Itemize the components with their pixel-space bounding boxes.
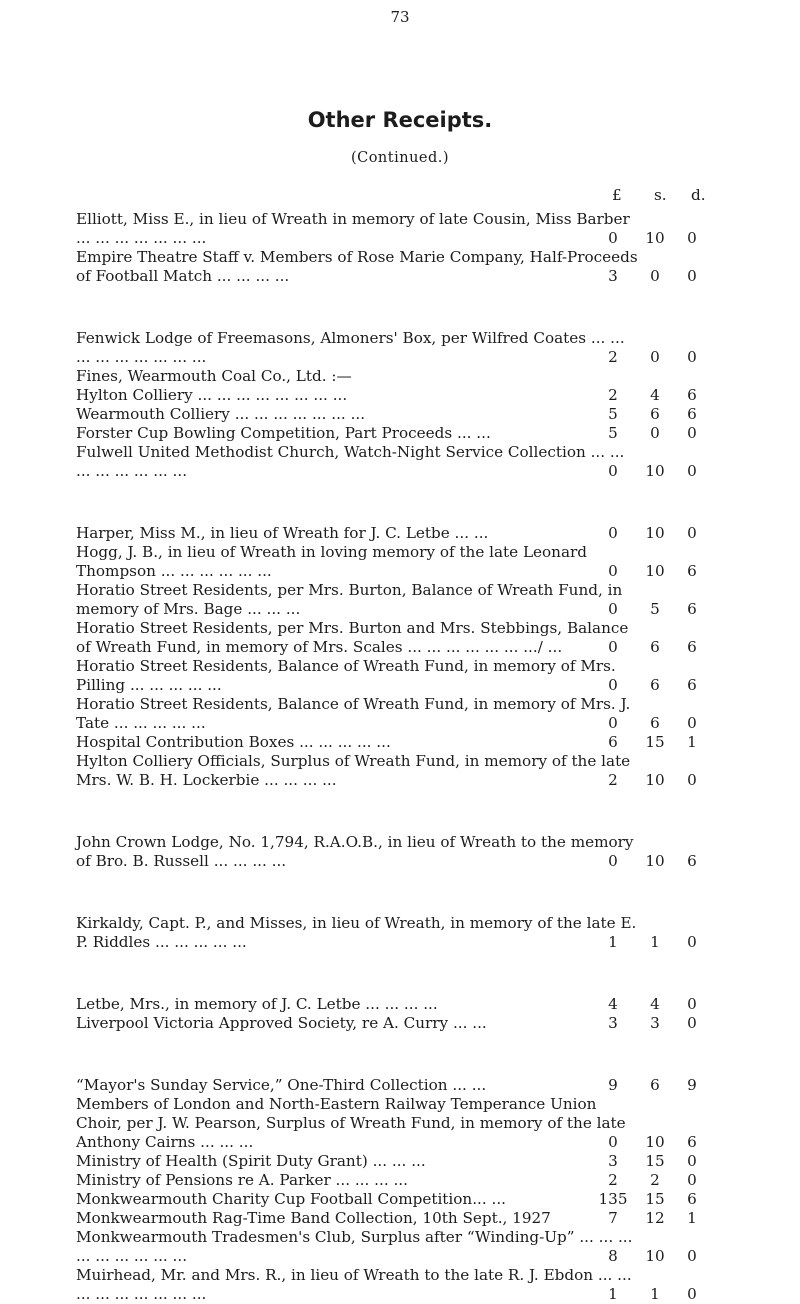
amount-pence: 1 [687, 1209, 697, 1227]
amount-pence: 1 [687, 733, 697, 751]
amount-pounds: 2 [608, 348, 618, 366]
shillings-header: s. [654, 186, 667, 204]
amount-pounds: 3 [608, 267, 618, 285]
entry-description: Muirhead, Mr. and Mrs. R., in lieu of Wreath to the late R. J. Ebdon ... ... ... ... ... ... ... ... ... [76, 1266, 632, 1303]
entry-description: Elliott, Miss E., in lieu of Wreath in memory of late Cousin, Miss Barber ... ... ... ... ... ... ... [76, 210, 630, 247]
entry-description: Fulwell United Methodist Church, Watch-Night Service Collection ... ... ... ... ... ... ... ... [76, 443, 625, 480]
entry-description: Empire Theatre Staff v. Members of Rose Marie Company, Half-Proceeds of Football Match ... ... ... ... [76, 248, 638, 285]
amount-pence: 6 [687, 1133, 697, 1151]
entry-description: John Crown Lodge, No. 1,794, R.A.O.B., in lieu of Wreath to the memory of Bro. B. Russell ... ... ... ... [76, 833, 634, 870]
amount-shillings [638, 367, 672, 386]
amount-pounds: 2 [608, 771, 618, 789]
receipt-entry [0, 657, 800, 695]
amount-shillings: 12 [645, 1209, 665, 1227]
page-subtitle: (Continued.) [350, 150, 450, 166]
receipt-entry [0, 386, 800, 405]
entry-description: Wearmouth Colliery ... ... ... ... ... ... ... [76, 405, 366, 423]
amount-shillings: 6 [650, 714, 660, 732]
receipt-entry [0, 1190, 800, 1209]
receipt-entry [0, 424, 800, 443]
amount-pence: 0 [687, 424, 697, 442]
amount-pounds: 0 [608, 229, 618, 247]
entry-description: Horatio Street Residents, Balance of Wreath Fund, in memory of Mrs. J. Tate ... ... ... ... ... [76, 695, 631, 732]
entry-description: Ministry of Health (Spirit Duty Grant) ... ... ... [76, 1152, 426, 1170]
entry-group [0, 1076, 800, 1304]
amount-shillings: 3 [650, 1014, 660, 1032]
amount-pence: 6 [687, 676, 697, 694]
amount-shillings: 15 [645, 733, 665, 751]
receipt-entry [0, 581, 800, 619]
amount-pounds: 0 [608, 1133, 618, 1151]
entry-group [0, 329, 800, 481]
amount-pence: 0 [687, 229, 697, 247]
receipt-entry [0, 1014, 800, 1033]
amount-shillings: 1 [650, 933, 660, 951]
amount-pence: 0 [687, 714, 697, 732]
amount-pounds: 3 [608, 1152, 618, 1170]
amount-pounds: 0 [608, 562, 618, 580]
receipt-entry [0, 914, 800, 952]
receipt-entry [0, 695, 800, 733]
entry-group [0, 914, 800, 952]
amount-pence: 6 [687, 1190, 697, 1208]
receipt-entry [0, 1095, 800, 1152]
entry-description: Horatio Street Residents, per Mrs. Burton, Balance of Wreath Fund, in memory of Mrs. Bage ... ... ... [76, 581, 623, 618]
receipt-entry [0, 443, 800, 481]
entry-description: Kirkaldy, Capt. P., and Misses, in lieu of Wreath, in memory of the late E. P. Riddles ... ... ... ... ... [76, 914, 637, 951]
entry-description: Hogg, J. B., in lieu of Wreath in loving memory of the late Leonard Thompson ... ... ... ... ... ... [76, 543, 588, 580]
receipt-entry [0, 1152, 800, 1171]
amount-pence: 6 [687, 405, 697, 423]
amount-pence: 0 [687, 771, 697, 789]
amount-pence: 0 [687, 1171, 697, 1189]
receipt-entry [0, 1076, 800, 1095]
receipt-entry [0, 1209, 800, 1228]
entry-group [0, 995, 800, 1033]
entry-description: Horatio Street Residents, Balance of Wreath Fund, in memory of Mrs. Pilling ... ... ... ... ... [76, 657, 616, 694]
entry-description: Horatio Street Residents, per Mrs. Burton and Mrs. Stebbings, Balance of Wreath Fund, in memory of Mrs. Scales ... ... ... ... ... ... .../ ... [76, 619, 629, 656]
entry-description: Hylton Colliery Officials, Surplus of Wreath Fund, in memory of the late Mrs. W. B. H. Lockerbie ... ... ... ... [76, 752, 631, 789]
receipt-entry [0, 1266, 800, 1304]
receipt-entry [0, 752, 800, 790]
amount-shillings: 10 [645, 462, 665, 480]
amount-shillings: 10 [645, 852, 665, 870]
amount-shillings: 2 [650, 1171, 660, 1189]
entry-description: Harper, Miss M., in lieu of Wreath for J. C. Letbe ... ... [76, 524, 489, 542]
amount-shillings: 6 [650, 405, 660, 423]
receipt-entry [0, 733, 800, 752]
entry-description: Monkwearmouth Rag-Time Band Collection, 10th Sept., 1927 [76, 1209, 551, 1227]
pounds-header: £ [612, 186, 622, 204]
entry-description: Fenwick Lodge of Freemasons, Almoners' Box, per Wilfred Coates ... ... ... ... ... ... ... ... ... [76, 329, 625, 366]
receipt-entry [0, 524, 800, 543]
receipt-entry [0, 248, 800, 286]
entry-group [0, 524, 800, 790]
amount-pounds: 0 [608, 524, 618, 542]
amount-shillings: 10 [645, 229, 665, 247]
amount-shillings: 1 [650, 1285, 660, 1303]
amount-pounds: 5 [608, 405, 618, 423]
receipt-entry [0, 367, 800, 386]
receipt-entry [0, 1171, 800, 1190]
amount-pence: 0 [687, 524, 697, 542]
amount-pence: 6 [687, 638, 697, 656]
amount-shillings: 4 [650, 386, 660, 404]
entry-group [0, 210, 800, 286]
amount-pence: 0 [687, 267, 697, 285]
entry-description: Hylton Colliery ... ... ... ... ... ... ... ... [76, 386, 348, 404]
entry-description: Fines, Wearmouth Coal Co., Ltd. :— [76, 367, 352, 385]
amount-pounds: 0 [608, 714, 618, 732]
receipt-entry [0, 405, 800, 424]
amount-shillings: 10 [645, 524, 665, 542]
receipt-entry [0, 619, 800, 657]
amount-shillings: 15 [645, 1190, 665, 1208]
amount-pounds: 0 [608, 638, 618, 656]
receipt-entry [0, 329, 800, 367]
amount-pence: 0 [687, 933, 697, 951]
receipt-entry [0, 1228, 800, 1266]
amount-pounds: 2 [608, 386, 618, 404]
amount-pence: 0 [687, 462, 697, 480]
amount-pounds: 5 [608, 424, 618, 442]
amount-pence: 9 [687, 1076, 697, 1094]
currency-header [0, 186, 800, 206]
amount-pence: 0 [687, 1152, 697, 1170]
amount-pounds: 1 [608, 1285, 618, 1303]
amount-pence: 0 [687, 995, 697, 1013]
amount-shillings: 15 [645, 1152, 665, 1170]
amount-pounds: 135 [598, 1190, 628, 1208]
amount-shillings: 6 [650, 638, 660, 656]
entry-description: Hospital Contribution Boxes ... ... ... ... ... [76, 733, 391, 751]
amount-pence: 0 [687, 348, 697, 366]
receipt-entry [0, 833, 800, 871]
amount-shillings: 6 [650, 1076, 660, 1094]
page-title: Other Receipts. [307, 108, 493, 132]
amount-pence: 0 [687, 1247, 697, 1265]
amount-pounds: 0 [608, 462, 618, 480]
receipt-entry [0, 543, 800, 581]
amount-pence: 6 [687, 386, 697, 404]
amount-pounds [596, 367, 630, 386]
amount-shillings: 0 [650, 267, 660, 285]
amount-shillings: 4 [650, 995, 660, 1013]
receipt-entry [0, 995, 800, 1014]
amount-pounds: 9 [608, 1076, 618, 1094]
amount-shillings: 10 [645, 771, 665, 789]
entry-description: “Mayor's Sunday Service,” One-Third Collection ... ... [76, 1076, 487, 1094]
amount-pounds: 0 [608, 852, 618, 870]
entry-description: Monkwearmouth Charity Cup Football Competition... ... [76, 1190, 506, 1208]
amount-pounds: 6 [608, 733, 618, 751]
entry-group [0, 833, 800, 871]
amount-pence: 6 [687, 562, 697, 580]
amount-shillings: 10 [645, 1133, 665, 1151]
amount-pounds: 3 [608, 1014, 618, 1032]
amount-pounds: 8 [608, 1247, 618, 1265]
amount-shillings: 10 [645, 1247, 665, 1265]
entry-description: Forster Cup Bowling Competition, Part Proceeds ... ... [76, 424, 491, 442]
entry-description: Liverpool Victoria Approved Society, re A. Curry ... ... [76, 1014, 487, 1032]
amount-shillings: 10 [645, 562, 665, 580]
receipt-entry [0, 210, 800, 248]
amount-shillings: 5 [650, 600, 660, 618]
amount-pounds: 0 [608, 600, 618, 618]
amount-pounds: 4 [608, 995, 618, 1013]
receipts-list [0, 210, 800, 1304]
amount-pounds: 1 [608, 933, 618, 951]
entry-description: Members of London and North-Eastern Railway Temperance Union Choir, per J. W. Pearson, Surplus of Wreath Fund, in memory of the late Anthony Cairns ... ... ... [76, 1095, 626, 1151]
amount-pence: 0 [687, 1285, 697, 1303]
amount-pounds: 2 [608, 1171, 618, 1189]
amount-pounds: 7 [608, 1209, 618, 1227]
entry-description: Monkwearmouth Tradesmen's Club, Surplus after “Winding-Up” ... ... ... ... ... ... ... ... ... [76, 1228, 633, 1265]
amount-shillings: 0 [650, 348, 660, 366]
page-number: 73 [390, 8, 410, 26]
amount-pence: 6 [687, 600, 697, 618]
amount-pence: 0 [687, 1014, 697, 1032]
entry-description: Ministry of Pensions re A. Parker ... ... ... ... [76, 1171, 408, 1189]
entry-description: Letbe, Mrs., in memory of J. C. Letbe ... ... ... ... [76, 995, 438, 1013]
amount-shillings: 6 [650, 676, 660, 694]
pence-header: d. [691, 186, 706, 204]
amount-shillings: 0 [650, 424, 660, 442]
amount-pounds: 0 [608, 676, 618, 694]
amount-pence [680, 367, 704, 386]
amount-pence: 6 [687, 852, 697, 870]
